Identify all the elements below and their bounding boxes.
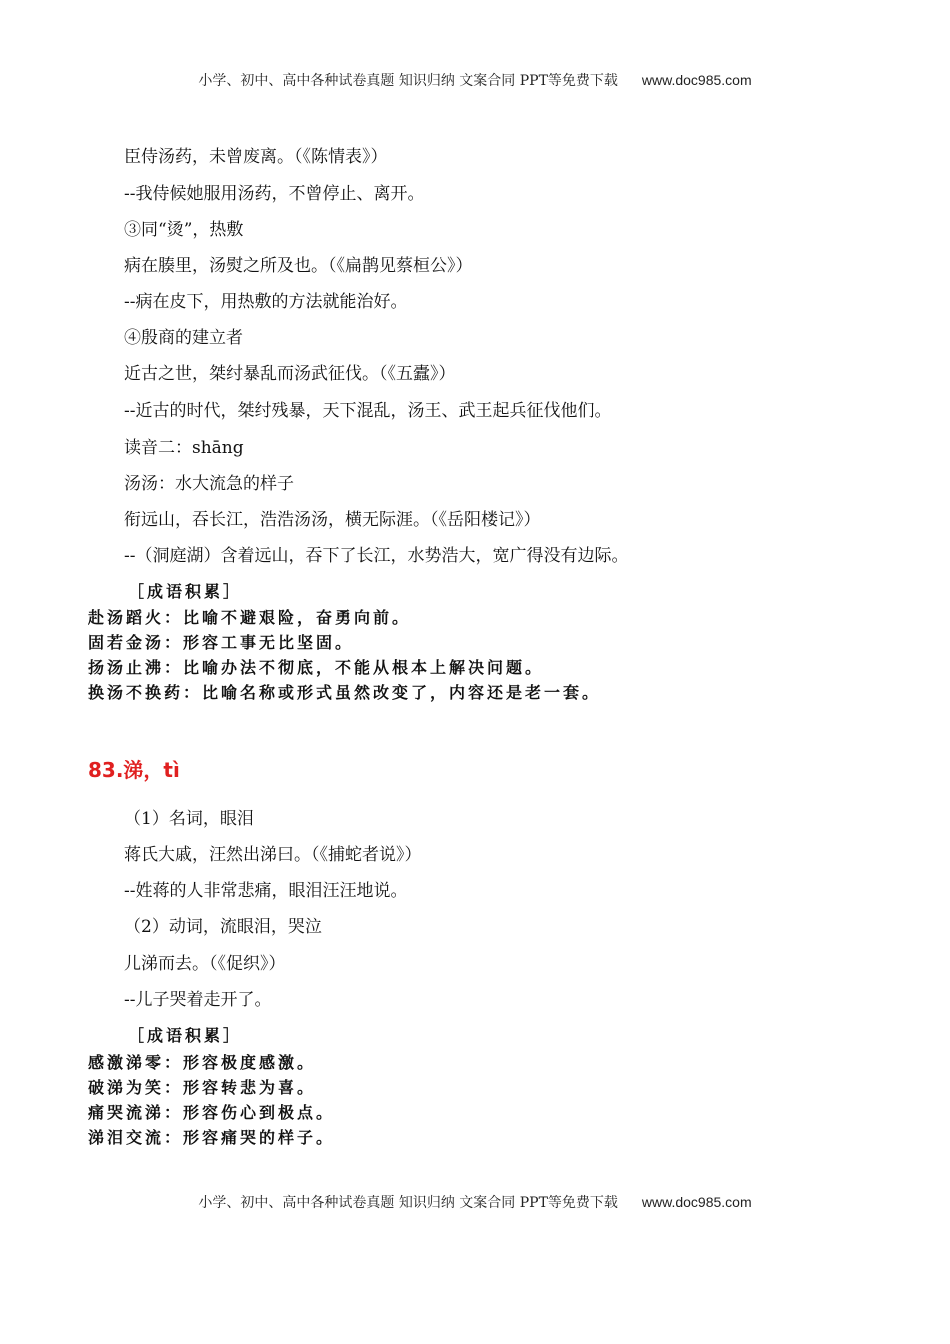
s1-line-8: --近古的时代，桀纣残暴，天下混乱，汤王、武王起兵征伐他们。 bbox=[124, 401, 612, 421]
s1-line-5: --病在皮下，用热敷的方法就能治好。 bbox=[124, 292, 408, 312]
s1-idiom-1: 赴汤蹈火：比喻不避艰险，奋勇向前。 bbox=[88, 608, 412, 627]
e83-line-4: （2）动词，流眼泪，哭泣 bbox=[124, 917, 322, 937]
s1-line-7: 近古之世，桀纣暴乱而汤武征伐。（《五蠹》） bbox=[124, 364, 456, 384]
e83-line-5: 儿涕而去。（《促织》） bbox=[124, 954, 286, 974]
s1-line-2: --我侍候她服用汤药，不曾停止、离开。 bbox=[124, 184, 425, 204]
e83-line-3: --姓蒋的人非常悲痛，眼泪汪汪地说。 bbox=[124, 881, 408, 901]
s1-line-12: --（洞庭湖）含着远山，吞下了长江，水势浩大，宽广得没有边际。 bbox=[124, 546, 629, 566]
s1-line-6: ④殷商的建立者 bbox=[124, 328, 243, 348]
e83-idiom-3: 痛哭流涕：形容伤心到极点。 bbox=[88, 1103, 336, 1122]
s1-line-3: ③同“烫”，热敷 bbox=[124, 220, 244, 240]
e83-line-6: --儿子哭着走开了。 bbox=[124, 990, 272, 1010]
footer-text: 小学、初中、高中各种试卷真题 知识归纳 文案合同 PPT等免费下载 bbox=[198, 1195, 618, 1211]
header-text: 小学、初中、高中各种试卷真题 知识归纳 文案合同 PPT等免费下载 bbox=[198, 73, 618, 89]
e83-line-2: 蒋氏大戚，汪然出涕曰。（《捕蛇者说》） bbox=[124, 845, 422, 865]
e83-idiom-1: 感激涕零：形容极度感激。 bbox=[88, 1053, 317, 1072]
page-header bbox=[0, 70, 950, 90]
s1-idiom-header: ［成语积累］ bbox=[128, 582, 243, 601]
s1-idiom-2: 固若金汤：形容工事无比坚固。 bbox=[88, 633, 355, 652]
e83-idiom-4: 涕泪交流：形容痛哭的样子。 bbox=[88, 1128, 336, 1147]
s1-line-11: 衔远山，吞长江，浩浩汤汤，横无际涯。（《岳阳楼记》） bbox=[124, 510, 541, 530]
s1-idiom-3: 扬汤止沸：比喻办法不彻底，不能从根本上解决问题。 bbox=[88, 658, 545, 677]
e83-line-1: （1）名词，眼泪 bbox=[124, 809, 254, 829]
s1-line-1: 臣侍汤药，未曾废离。（《陈情表》） bbox=[124, 147, 388, 167]
s1-line-9: 读音二：shāng bbox=[124, 438, 244, 458]
s1-line-10: 汤汤：水大流急的样子 bbox=[124, 474, 294, 494]
s1-line-4: 病在腠里，汤熨之所及也。（《扁鹊见蔡桓公》） bbox=[124, 256, 473, 276]
s1-idiom-4: 换汤不换药：比喻名称或形式虽然改变了，内容还是老一套。 bbox=[88, 683, 602, 702]
e83-idiom-header: ［成语积累］ bbox=[128, 1026, 243, 1045]
footer-url-link[interactable]: www.doc985.com bbox=[641, 1194, 752, 1210]
header-url-link[interactable]: www.doc985.com bbox=[641, 72, 752, 88]
page-footer bbox=[0, 1192, 950, 1212]
entry-83-title: 83.涕，tì bbox=[88, 758, 180, 782]
e83-idiom-2: 破涕为笑：形容转悲为喜。 bbox=[88, 1078, 317, 1097]
